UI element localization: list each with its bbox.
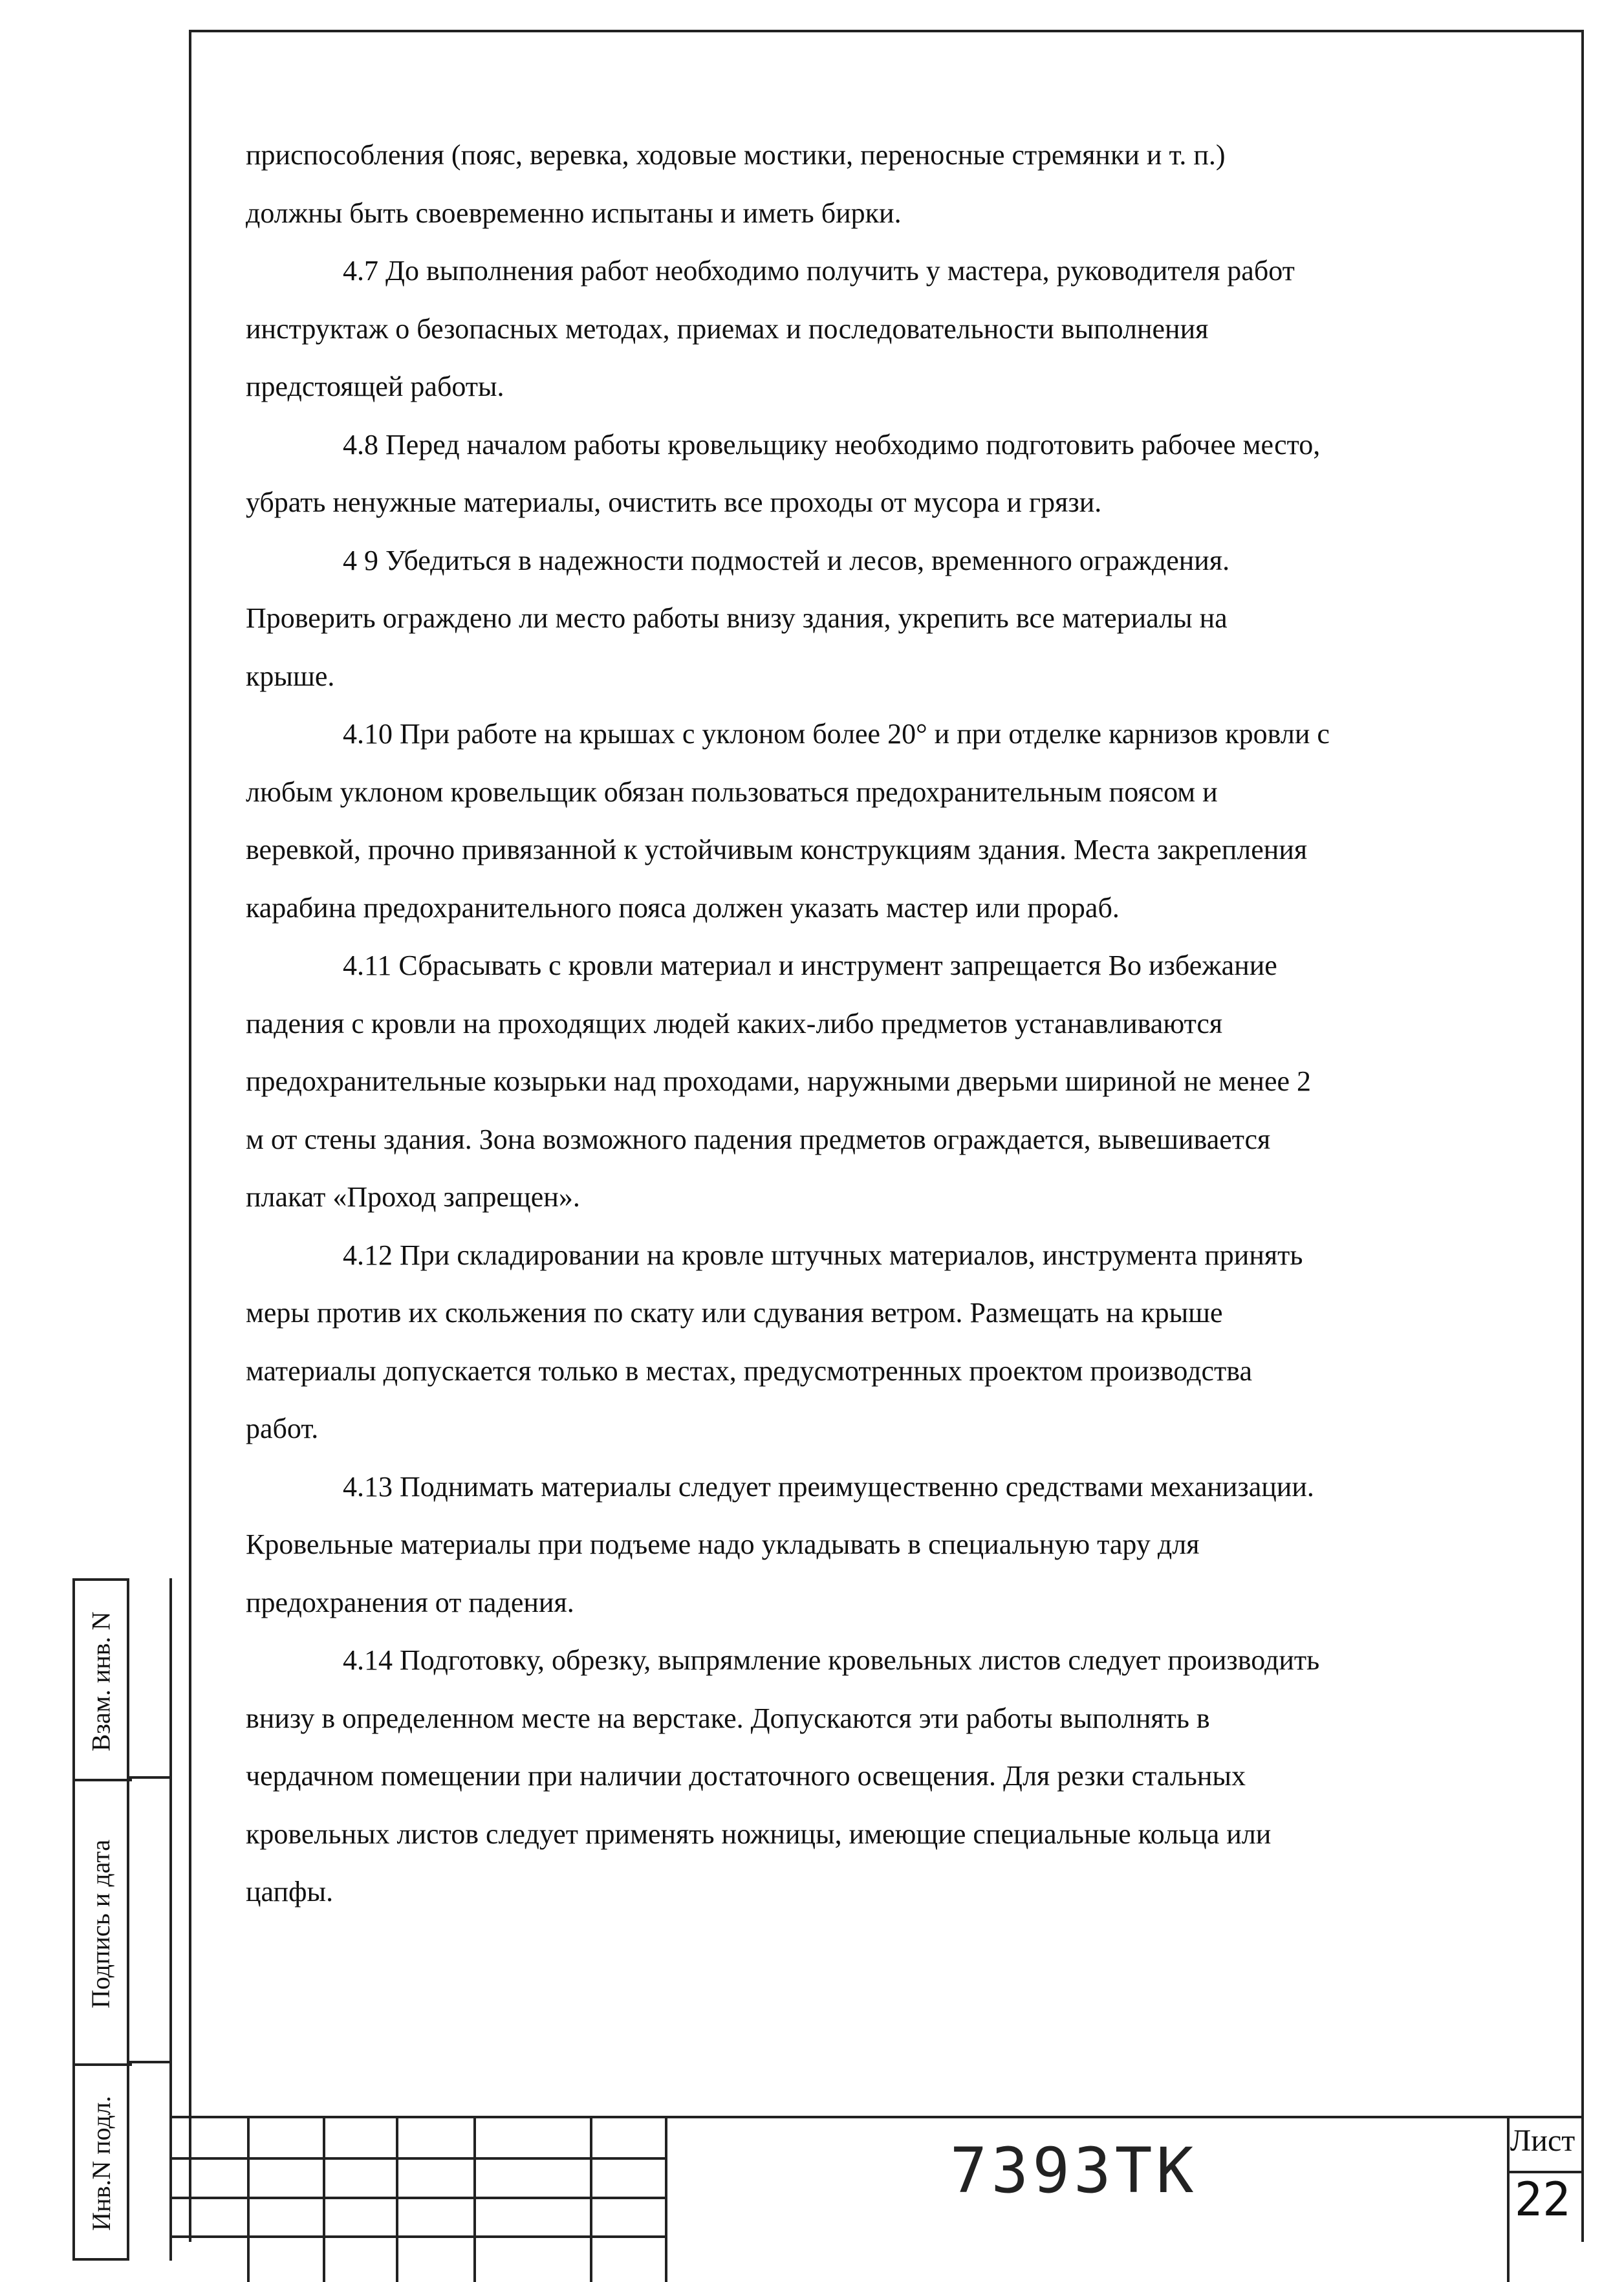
paragraph-8-line-1: внизу в определенном месте на верстаке. Допускаются эти работы выполнять в <box>246 1702 1210 1734</box>
paragraph-4-line-1: любым уклоном кровельщик обязан пользоваться предохранительным поясом и <box>246 776 1218 808</box>
paragraph-6-line-0: 4.12 При складировании на кровле штучных материалов, инструмента принять <box>343 1239 1303 1271</box>
paragraph-3-line-0: 4 9 Убедиться в надежности подмостей и лесов, временного ограждения. <box>343 544 1230 576</box>
paragraph-7-line-1: Кровельные материалы при подъеме надо укладывать в специальную тару для <box>246 1528 1200 1560</box>
paragraph-5-line-1: падения с кровли на проходящих людей каких-либо предметов устанавливаются <box>246 1007 1223 1039</box>
paragraph-2-line-1: убрать ненужные материалы, очистить все проходы от мусора и грязи. <box>246 486 1102 518</box>
side-stamp-column <box>127 1578 172 2261</box>
paragraph-4-line-3: карабина предохранительного пояса должен указать мастер или прораб. <box>246 891 1120 924</box>
paragraph-1-line-1: инструктаж о безопасных методах, приемах и последовательности выполнения <box>246 312 1209 345</box>
paragraph-7-line-2: предохранения от падения. <box>246 1586 574 1618</box>
paragraph-5-line-4: плакат «Проход запрещен». <box>246 1181 580 1213</box>
paragraph-0-line-0: приспособления (пояс, веревка, ходовые мостики, переносные стремянки и т. п.) <box>246 139 1226 171</box>
paragraph-5-line-3: м от стены здания. Зона возможного падения предметов ограждается, вывешивается <box>246 1123 1271 1155</box>
sheet-number: 22 <box>1514 2172 1571 2226</box>
paragraph-6-line-1: меры против их скольжения по скату или сдувания ветром. Размещать на крыше <box>246 1297 1223 1329</box>
paragraph-3-line-1: Проверить ограждено ли место работы внизу здания, укрепить все материалы на <box>246 602 1228 634</box>
paragraph-4-line-0: 4.10 При работе на крышах с уклоном более 20° и при отделке карнизов кровли с <box>343 718 1330 750</box>
side-label-inv-podl: Инв.N подл. <box>86 2095 116 2231</box>
document-body <box>246 126 1494 1921</box>
paragraph-2-line-0: 4.8 Перед началом работы кровельщику необходимо подготовить рабочее место, <box>343 428 1321 461</box>
paragraph-1-line-2: предстоящей работы. <box>246 371 504 402</box>
side-stamp <box>72 1578 129 2261</box>
sheet-label: Лист <box>1510 2124 1575 2158</box>
paragraph-5-line-2: предохранительные козырьки над проходами, наружными дверьми шириной не менее 2 <box>246 1065 1312 1097</box>
paragraph-8-line-4: цапфы. <box>246 1876 334 1907</box>
paragraph-8-line-2: чердачном помещении при наличии достаточного освещения. Для резки стальных <box>246 1760 1246 1792</box>
side-label-vzam: Взам. инв. N <box>86 1611 116 1752</box>
paragraph-5-line-0: 4.11 Сбрасывать с кровли материал и инструмент запрещается Во избежание <box>343 950 1277 981</box>
side-label-podpis: Подпись и дата <box>86 1839 116 2008</box>
document-number: 7393ТК <box>949 2135 1198 2207</box>
paragraph-6-line-3: работ. <box>246 1413 319 1444</box>
paragraph-4-line-2: веревкой, прочно привязанной к устойчивым конструкциям здания. Места закрепления <box>246 834 1308 865</box>
paragraph-6-line-2: материалы допускается только в местах, предусмотренных проектом производства <box>246 1354 1252 1387</box>
paragraph-8-line-0: 4.14 Подготовку, обрезку, выпрямление кровельных листов следует производить <box>343 1644 1320 1676</box>
paragraph-3-line-2: крыше. <box>246 660 335 692</box>
paragraph-0-line-1: должны быть своевременно испытаны и иметь бирки. <box>246 197 902 229</box>
paragraph-1-line-0: 4.7 До выполнения работ необходимо получить у мастера, руководителя работ <box>343 255 1295 287</box>
paragraph-8-line-3: кровельных листов следует применять ножницы, имеющие специальные кольца или <box>246 1818 1272 1850</box>
paragraph-7-line-0: 4.13 Поднимать материалы следует преимущественно средствами механизации. <box>343 1470 1314 1503</box>
